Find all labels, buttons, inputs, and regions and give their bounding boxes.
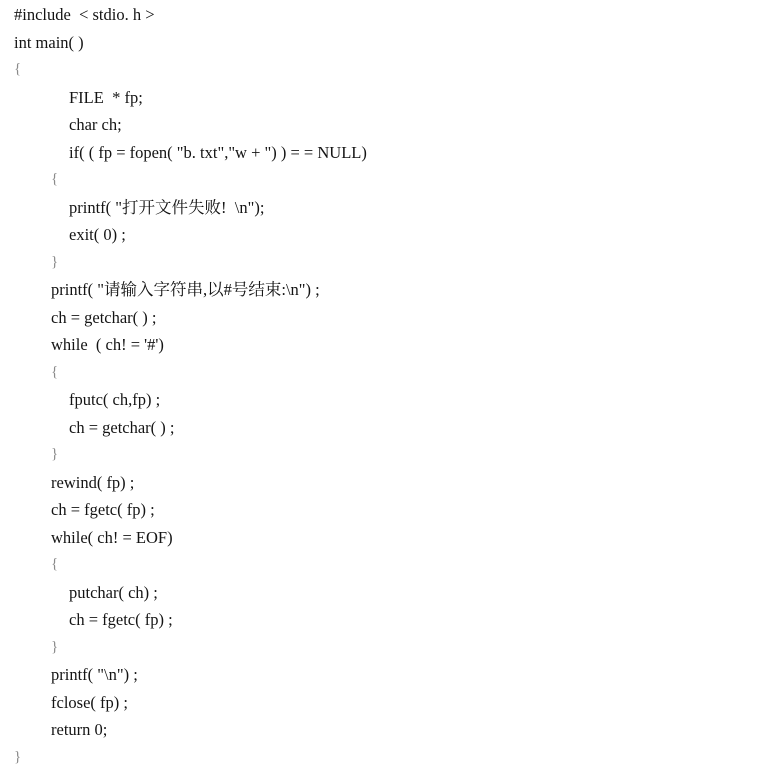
code-line: } bbox=[51, 441, 58, 469]
code-line: } bbox=[51, 249, 58, 277]
code-line: return 0; bbox=[51, 716, 107, 744]
code-line: int main( ) bbox=[14, 29, 84, 57]
code-line: { bbox=[51, 359, 58, 387]
code-line: printf( "打开文件失败! \n"); bbox=[69, 194, 264, 222]
code-line: ch = fgetc( fp) ; bbox=[51, 496, 155, 524]
code-line: } bbox=[14, 744, 21, 771]
code-line: } bbox=[51, 634, 58, 662]
code-line: #include < stdio. h > bbox=[14, 1, 155, 29]
code-line: fclose( fp) ; bbox=[51, 689, 128, 717]
code-line: char ch; bbox=[69, 111, 122, 139]
code-line: exit( 0) ; bbox=[69, 221, 126, 249]
code-line: rewind( fp) ; bbox=[51, 469, 134, 497]
code-line: fputc( ch,fp) ; bbox=[69, 386, 160, 414]
code-line: while ( ch! = '#') bbox=[51, 331, 164, 359]
code-line: putchar( ch) ; bbox=[69, 579, 158, 607]
code-line: ch = fgetc( fp) ; bbox=[69, 606, 173, 634]
code-line: { bbox=[51, 166, 58, 194]
code-line: ch = getchar( ) ; bbox=[51, 304, 157, 332]
code-line: { bbox=[51, 551, 58, 579]
code-line: while( ch! = EOF) bbox=[51, 524, 173, 552]
code-line: ch = getchar( ) ; bbox=[69, 414, 175, 442]
code-line: FILE * fp; bbox=[69, 84, 143, 112]
code-line: printf( "\n") ; bbox=[51, 661, 138, 689]
code-line: printf( "请输入字符串,以#号结束:\n") ; bbox=[51, 276, 320, 304]
code-line: { bbox=[14, 56, 21, 84]
code-line: if( ( fp = fopen( "b. txt","w + ") ) = = NULL) bbox=[69, 139, 367, 167]
